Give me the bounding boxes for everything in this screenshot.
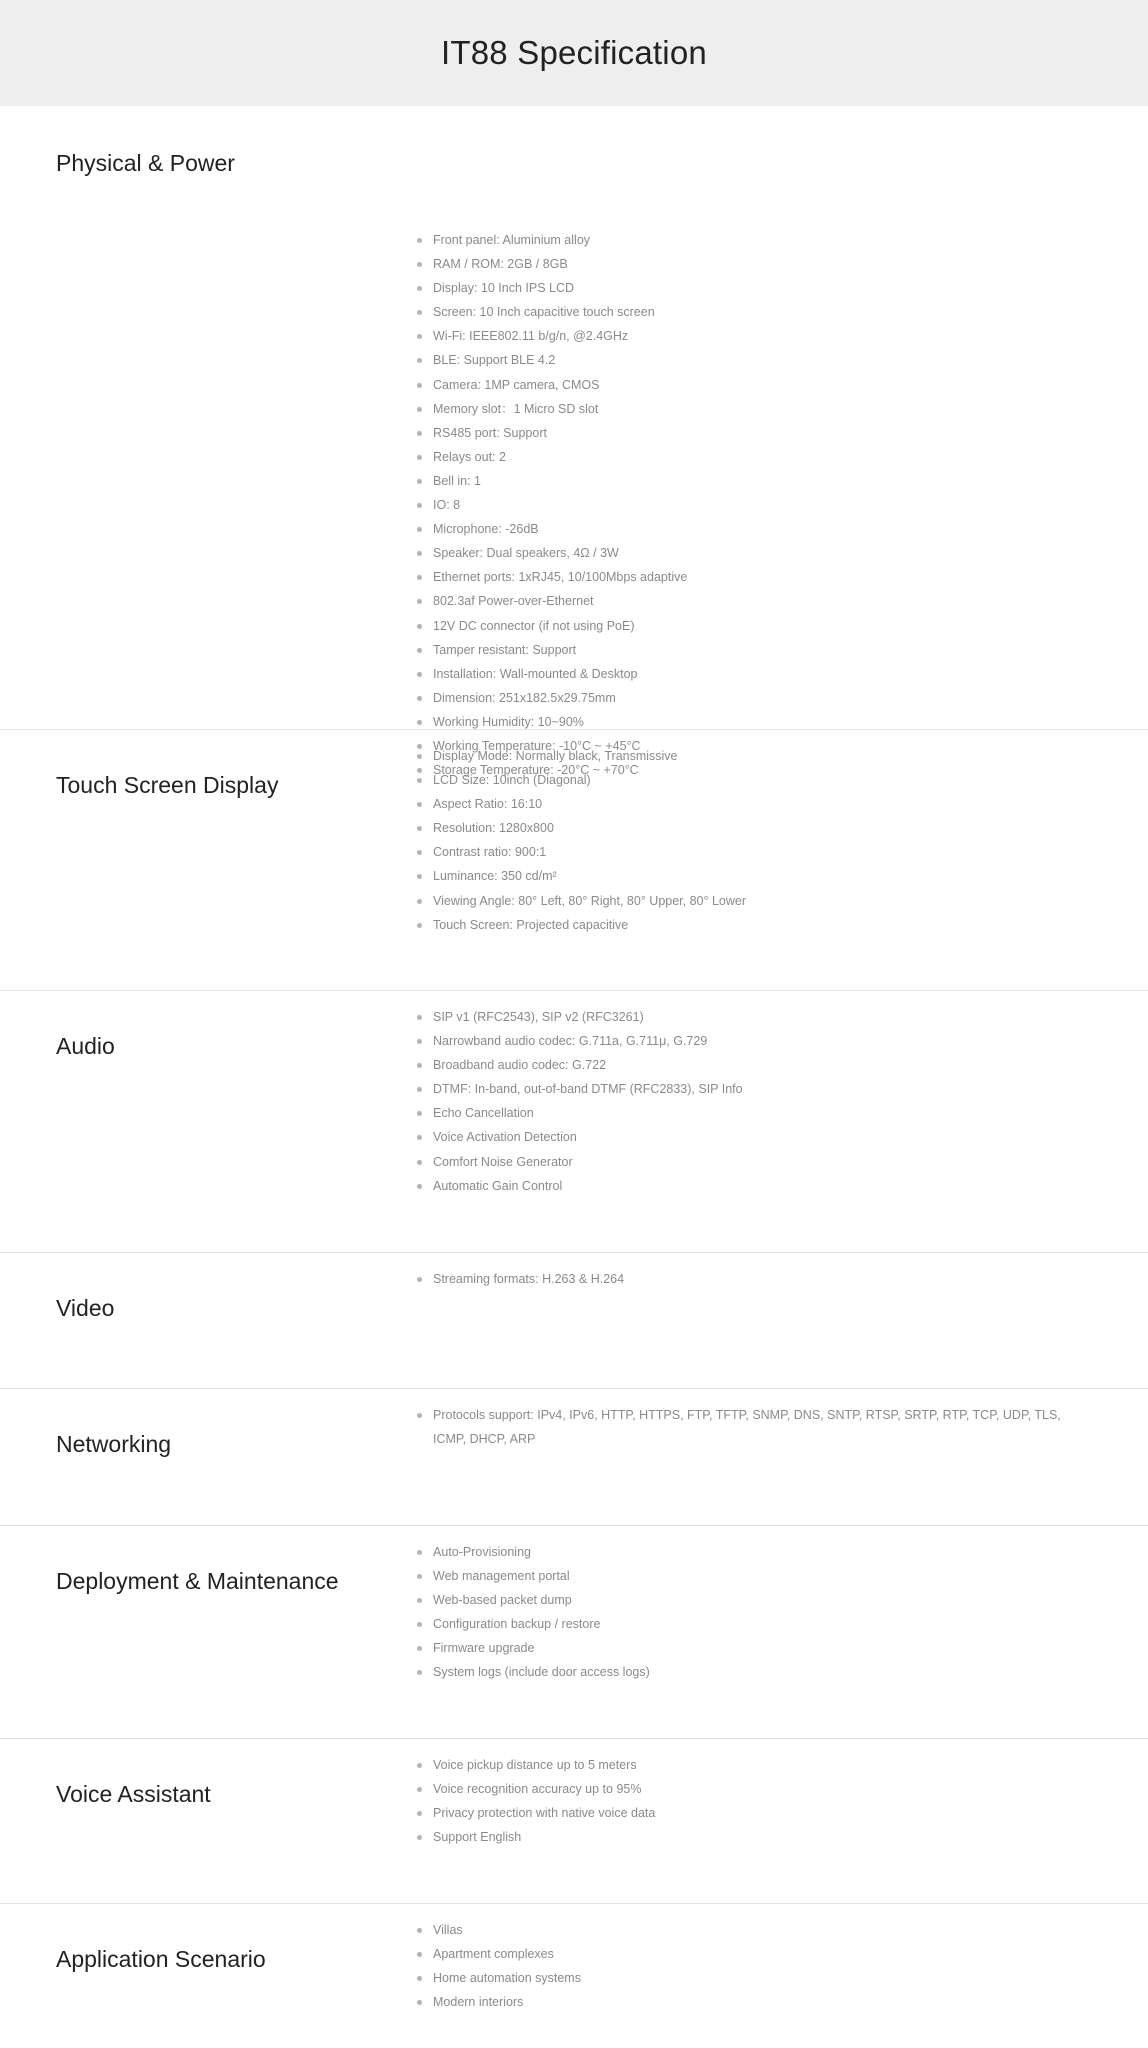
- spec-item: Display: 10 Inch IPS LCD: [414, 276, 1074, 300]
- spec-item: Memory slot：1 Micro SD slot: [414, 397, 1074, 421]
- spec-item: Voice pickup distance up to 5 meters: [414, 1753, 1074, 1777]
- spec-item: Screen: 10 Inch capacitive touch screen: [414, 300, 1074, 324]
- spec-item: DTMF: In-band, out-of-band DTMF (RFC2833), SIP Info: [414, 1077, 1074, 1101]
- spec-list: [414, 228, 1074, 782]
- spec-item: RS485 port: Support: [414, 421, 1074, 445]
- spec-item: Front panel: Aluminium alloy: [414, 228, 1074, 252]
- spec-item: Configuration backup / restore: [414, 1612, 1074, 1636]
- spec-item: Voice recognition accuracy up to 95%: [414, 1777, 1074, 1801]
- spec-list: [414, 744, 1074, 937]
- spec-item: Ethernet ports: 1xRJ45, 10/100Mbps adaptive: [414, 565, 1074, 589]
- spec-item: Touch Screen: Projected capacitive: [414, 913, 1074, 937]
- spec-item: Microphone: -26dB: [414, 517, 1074, 541]
- spec-list: [414, 1540, 1074, 1685]
- spec-list: [414, 1403, 1074, 1451]
- spec-item: Streaming formats: H.263 & H.264: [414, 1267, 1074, 1291]
- spec-item: Camera: 1MP camera, CMOS: [414, 373, 1074, 397]
- spec-item: Broadband audio codec: G.722: [414, 1053, 1074, 1077]
- spec-item: BLE: Support BLE 4.2: [414, 348, 1074, 372]
- spec-item: Installation: Wall-mounted & Desktop: [414, 662, 1074, 686]
- section-title: Touch Screen Display: [56, 772, 279, 798]
- spec-item: 802.3af Power-over-Ethernet: [414, 589, 1074, 613]
- spec-item: Wi-Fi: IEEE802.11 b/g/n, @2.4GHz: [414, 324, 1074, 348]
- spec-item: Echo Cancellation: [414, 1101, 1074, 1125]
- spec-item: Modern interiors: [414, 1990, 1074, 2014]
- spec-item: Web-based packet dump: [414, 1588, 1074, 1612]
- spec-item: Apartment complexes: [414, 1942, 1074, 1966]
- section-title: Networking: [56, 1431, 172, 1457]
- spec-item: Resolution: 1280x800: [414, 816, 1074, 840]
- spec-item: Bell in: 1: [414, 469, 1074, 493]
- section-application-scenario: [0, 1904, 1148, 2044]
- spec-item: Support English: [414, 1825, 1074, 1849]
- spec-item: RAM / ROM: 2GB / 8GB: [414, 252, 1074, 276]
- spec-item: Firmware upgrade: [414, 1636, 1074, 1660]
- spec-list: [414, 1918, 1074, 2014]
- spec-item: Narrowband audio codec: G.711a, G.711μ, G.729: [414, 1029, 1074, 1053]
- spec-item: 12V DC connector (if not using PoE): [414, 614, 1074, 638]
- spec-item: Home automation systems: [414, 1966, 1074, 1990]
- section-title: Application Scenario: [56, 1946, 266, 1972]
- spec-item: Privacy protection with native voice data: [414, 1801, 1074, 1825]
- section-touch-screen-display: [0, 730, 1148, 991]
- section-title: Deployment & Maintenance: [56, 1568, 339, 1594]
- section-networking: [0, 1389, 1148, 1526]
- spec-item: Working Humidity: 10~90%: [414, 710, 1074, 734]
- spec-item: Auto-Provisioning: [414, 1540, 1074, 1564]
- spec-item: Viewing Angle: 80° Left, 80° Right, 80° Upper, 80° Lower: [414, 889, 1074, 913]
- spec-item: System logs (include door access logs): [414, 1660, 1074, 1684]
- spec-item: Display Mode: Normally black, Transmissive: [414, 744, 1074, 768]
- spec-item: Tamper resistant: Support: [414, 638, 1074, 662]
- spec-item: Contrast ratio: 900:1: [414, 840, 1074, 864]
- spec-item: Comfort Noise Generator: [414, 1150, 1074, 1174]
- spec-item: Web management portal: [414, 1564, 1074, 1588]
- spec-item: IO: 8: [414, 493, 1074, 517]
- section-audio: [0, 991, 1148, 1253]
- section-title: Physical & Power: [56, 150, 235, 176]
- section-video: [0, 1253, 1148, 1389]
- spec-item: Automatic Gain Control: [414, 1174, 1074, 1198]
- section-voice-assistant: [0, 1739, 1148, 1904]
- spec-item: Working Temperature: -10°C ~ +45°C: [414, 734, 1074, 758]
- spec-item: Aspect Ratio: 16:10: [414, 792, 1074, 816]
- spec-item: Voice Activation Detection: [414, 1125, 1074, 1149]
- spec-item: Villas: [414, 1918, 1074, 1942]
- page-header: [0, 0, 1148, 106]
- spec-list: [414, 1267, 1074, 1291]
- spec-list: [414, 1753, 1074, 1849]
- spec-item: Speaker: Dual speakers, 4Ω / 3W: [414, 541, 1074, 565]
- section-title: Video: [56, 1295, 115, 1321]
- section-deployment-maintenance: [0, 1526, 1148, 1739]
- page-title: IT88 Specification: [441, 34, 707, 71]
- section-title: Audio: [56, 1033, 115, 1059]
- spec-item: Relays out: 2: [414, 445, 1074, 469]
- spec-item: Storage Temperature: -20°C ~ +70°C: [414, 758, 1074, 782]
- spec-list: [414, 1005, 1074, 1198]
- spec-item: Luminance: 350 cd/m²: [414, 864, 1074, 888]
- spec-item: SIP v1 (RFC2543), SIP v2 (RFC3261): [414, 1005, 1074, 1029]
- spec-item: Protocols support: IPv4, IPv6, HTTP, HTTPS, FTP, TFTP, SNMP, DNS, SNTP, RTSP, SRTP, RTP, TCP, UDP, TLS, ICMP, DHCP, ARP: [414, 1403, 1074, 1451]
- spec-item: LCD Size: 10inch (Diagonal): [414, 768, 1074, 792]
- spec-item: Dimension: 251x182.5x29.75mm: [414, 686, 1074, 710]
- section-title: Voice Assistant: [56, 1781, 211, 1807]
